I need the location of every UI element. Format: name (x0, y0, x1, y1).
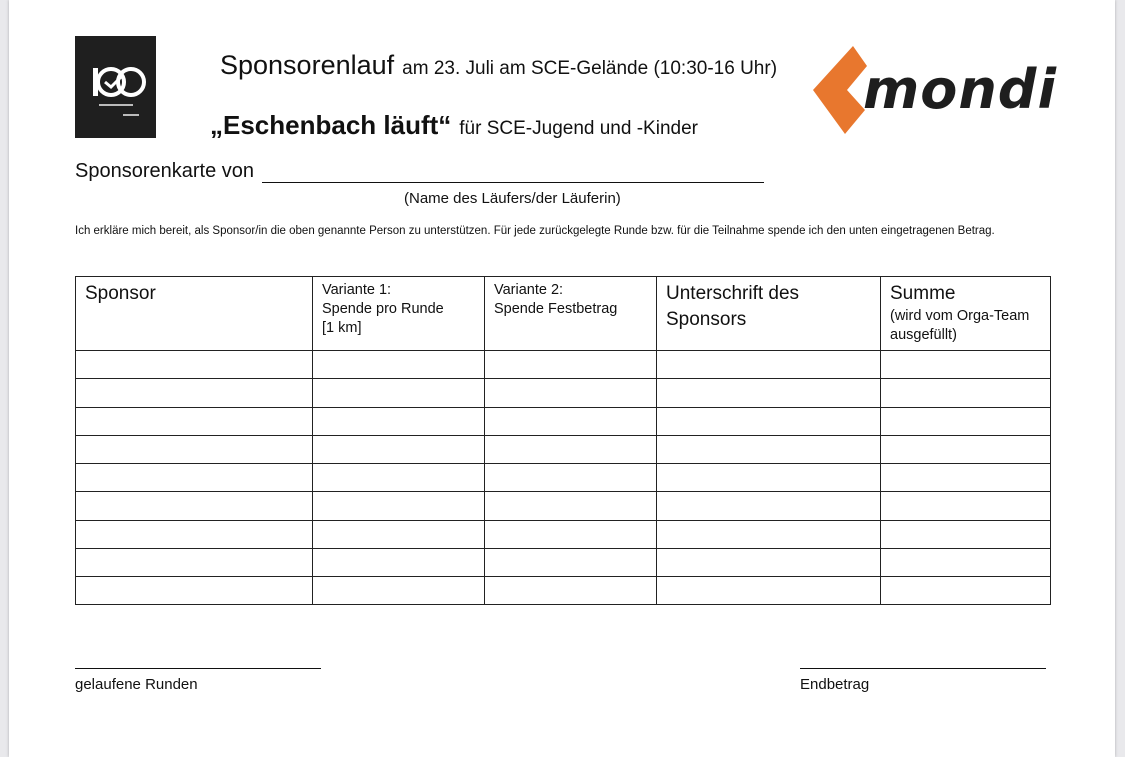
sponsor-table (75, 276, 1051, 605)
cell-sponsor[interactable] (76, 435, 313, 463)
document-page (9, 0, 1115, 757)
header-variant-1-unit: [1 km] (322, 320, 362, 336)
cell-variant-2[interactable] (485, 520, 657, 548)
cell-sum[interactable] (881, 407, 1051, 435)
cell-variant-1[interactable] (313, 492, 485, 520)
table-header-row (76, 277, 1051, 351)
cell-sum[interactable] (881, 492, 1051, 520)
table-row (76, 435, 1051, 463)
cell-sponsor[interactable] (76, 379, 313, 407)
cell-signature[interactable] (657, 407, 881, 435)
event-subtitle-main: „Eschenbach läuft“ (210, 110, 452, 140)
event-title-main: Sponsorenlauf (220, 50, 395, 80)
total-label: Endbetrag (800, 676, 870, 693)
laps-label: gelaufene Runden (75, 676, 198, 693)
cell-sponsor[interactable] (76, 520, 313, 548)
cell-variant-2[interactable] (485, 407, 657, 435)
cell-sum[interactable] (881, 379, 1051, 407)
cell-variant-1[interactable] (313, 351, 485, 379)
header-sum (881, 277, 1051, 351)
cell-variant-1[interactable] (313, 435, 485, 463)
header-signature-line1: Unterschrift des (666, 283, 800, 304)
table-row (76, 379, 1051, 407)
cell-variant-1[interactable] (313, 520, 485, 548)
anniversary-logo (75, 36, 156, 138)
header-variant-1 (313, 277, 485, 351)
event-title-details: am 23. Juli am SCE-Gelände (10:30-16 Uhr) (402, 58, 778, 79)
cell-sum[interactable] (881, 577, 1051, 605)
header-signature-line2: Sponsors (666, 309, 747, 330)
event-subtitle-details: für SCE-Jugend und -Kinder (459, 118, 698, 139)
header-variant-1-desc: Spende pro Runde (322, 301, 444, 317)
laps-entry-line[interactable] (75, 668, 321, 669)
header-variant-2-desc: Spende Festbetrag (494, 301, 618, 317)
mondi-logo (805, 44, 1057, 136)
cell-sponsor[interactable] (76, 351, 313, 379)
header-signature (657, 277, 881, 351)
cell-variant-1[interactable] (313, 407, 485, 435)
total-entry-line[interactable] (800, 668, 1046, 669)
cell-variant-2[interactable] (485, 351, 657, 379)
header-sum-note: (wird vom Orga-Team ausgefüllt) (890, 308, 1030, 343)
header-variant-2 (485, 277, 657, 351)
event-subtitle (210, 110, 698, 141)
cell-signature[interactable] (657, 577, 881, 605)
event-title (220, 50, 777, 81)
header-variant-2-title: Variante 2: (494, 282, 564, 298)
table-row (76, 351, 1051, 379)
table-row (76, 407, 1051, 435)
header-variant-1-title: Variante 1: (322, 282, 392, 298)
table-row (76, 548, 1051, 576)
table-row (76, 520, 1051, 548)
cell-sponsor[interactable] (76, 548, 313, 576)
cell-sum[interactable] (881, 351, 1051, 379)
header-sum-title: Summe (890, 283, 956, 304)
mondi-logo-text: mondi (863, 58, 1057, 121)
cell-signature[interactable] (657, 548, 881, 576)
header-sponsor-label: Sponsor (85, 283, 156, 304)
cell-sum[interactable] (881, 548, 1051, 576)
cell-sponsor[interactable] (76, 407, 313, 435)
header-sponsor (76, 277, 313, 351)
cell-signature[interactable] (657, 464, 881, 492)
cell-variant-1[interactable] (313, 464, 485, 492)
cell-sum[interactable] (881, 435, 1051, 463)
cell-variant-2[interactable] (485, 464, 657, 492)
runner-name-hint: (Name des Läufers/der Läuferin) (404, 190, 621, 207)
cell-signature[interactable] (657, 435, 881, 463)
cell-variant-1[interactable] (313, 548, 485, 576)
cell-sum[interactable] (881, 464, 1051, 492)
cell-variant-2[interactable] (485, 492, 657, 520)
table-row (76, 464, 1051, 492)
runner-name-line[interactable] (262, 182, 764, 183)
cell-signature[interactable] (657, 379, 881, 407)
cell-sum[interactable] (881, 520, 1051, 548)
sponsor-table-body (76, 351, 1051, 605)
table-row (76, 577, 1051, 605)
cell-variant-2[interactable] (485, 577, 657, 605)
cell-sponsor[interactable] (76, 577, 313, 605)
cell-signature[interactable] (657, 351, 881, 379)
cell-variant-2[interactable] (485, 435, 657, 463)
cell-variant-1[interactable] (313, 379, 485, 407)
cell-sponsor[interactable] (76, 492, 313, 520)
sponsor-declaration: Ich erkläre mich bereit, als Sponsor/in die oben genannte Person zu unterstützen. Für jede zurückgelegte Runde bzw. für die Teilnahme spende ich den unten eingetragenen Betrag. (75, 225, 995, 237)
table-row (76, 492, 1051, 520)
sponsor-card-label: Sponsorenkarte von (75, 160, 255, 182)
cell-signature[interactable] (657, 492, 881, 520)
cell-variant-2[interactable] (485, 379, 657, 407)
cell-sponsor[interactable] (76, 464, 313, 492)
cell-variant-1[interactable] (313, 577, 485, 605)
cell-variant-2[interactable] (485, 548, 657, 576)
anniversary-logo-graphic (75, 36, 156, 138)
cell-signature[interactable] (657, 520, 881, 548)
